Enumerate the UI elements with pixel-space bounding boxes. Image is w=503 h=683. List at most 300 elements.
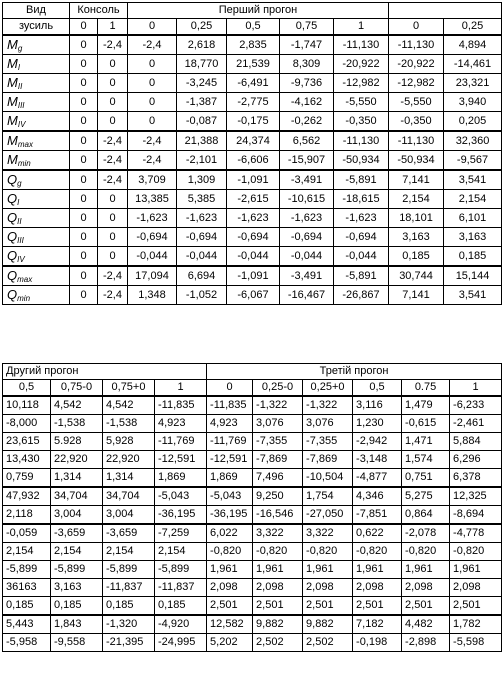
table-cell: -11,769 xyxy=(207,433,253,451)
table-cell: -1,623 xyxy=(280,209,334,228)
table-cell: 0 xyxy=(128,112,177,132)
row-label-sub: IV xyxy=(17,254,25,264)
header-col: 1 xyxy=(155,380,207,397)
row-label-sub: max xyxy=(17,139,33,149)
table-cell: 18,101 xyxy=(389,209,444,228)
table-cell: 0 xyxy=(98,190,128,209)
table-cell: -2,942 xyxy=(353,433,402,451)
table-cell: -12,982 xyxy=(389,74,444,93)
table-cell: 1,961 xyxy=(303,561,353,579)
table-cell: -3,659 xyxy=(51,524,103,543)
row-label xyxy=(3,112,70,132)
header-col: 1 xyxy=(450,380,502,397)
table-cell: -11,130 xyxy=(389,131,444,151)
table-cell: 0 xyxy=(70,266,98,286)
table-row xyxy=(3,579,502,597)
table-cell: 4,894 xyxy=(444,35,502,55)
table-cell: 22,920 xyxy=(51,451,103,469)
header-empty xyxy=(389,3,502,19)
table-cell: 3,541 xyxy=(444,286,502,305)
table-cell: 2,501 xyxy=(207,597,253,616)
table-cell: 5,884 xyxy=(450,433,502,451)
row-label xyxy=(3,74,70,93)
table-cell: 0 xyxy=(70,93,98,112)
table-cell: 0 xyxy=(98,55,128,74)
table-cell: -6,233 xyxy=(450,396,502,415)
table-cell: 18,770 xyxy=(177,55,227,74)
table-cell: -1,387 xyxy=(177,93,227,112)
row-label xyxy=(3,209,70,228)
table-cell: 8,309 xyxy=(280,55,334,74)
table-cell: -11,130 xyxy=(334,35,389,55)
table-cell: 0,185 xyxy=(103,597,155,616)
table-cell: -11,769 xyxy=(155,433,207,451)
table-cell: 10,118 xyxy=(3,396,51,415)
table-cell: -1,320 xyxy=(103,615,155,634)
table-cell: -0,694 xyxy=(128,228,177,247)
table-cell: -7,869 xyxy=(303,451,353,469)
table-cell: 2,154 xyxy=(103,543,155,561)
row-label xyxy=(3,93,70,112)
table-cell: -24,995 xyxy=(155,634,207,652)
row-label-sub: g xyxy=(17,43,23,53)
table-cell: -8,694 xyxy=(450,506,502,525)
table-cell: 5,928 xyxy=(103,433,155,451)
row-label-sub: I xyxy=(17,197,20,207)
table-cell: 1,479 xyxy=(402,396,450,415)
header-col: 0,75 xyxy=(280,19,334,36)
row-label-main: Q xyxy=(7,247,18,263)
table-cell: -2,4 xyxy=(128,151,177,171)
header-row-1 xyxy=(3,364,502,380)
table-row xyxy=(3,561,502,579)
table-cell: 9,882 xyxy=(303,615,353,634)
table-cell: 5,275 xyxy=(402,487,450,506)
table-cell: -5,899 xyxy=(3,561,51,579)
table-cell: 0 xyxy=(98,74,128,93)
header-pershyi-progon: Перший прогон xyxy=(128,3,389,19)
table-cell: 1,961 xyxy=(402,561,450,579)
table-cell: 1,574 xyxy=(402,451,450,469)
table-cell: 1,754 xyxy=(303,487,353,506)
table-cell: -0,820 xyxy=(207,543,253,561)
table-cell: 2,501 xyxy=(353,597,402,616)
table-cell: -0,694 xyxy=(334,228,389,247)
row-label-sub: min xyxy=(17,293,31,303)
table-cell: 6,562 xyxy=(280,131,334,151)
table-cell: -5,899 xyxy=(155,561,207,579)
table-cell: 21,388 xyxy=(177,131,227,151)
table-cell: -5,550 xyxy=(334,93,389,112)
table-cell: 1,961 xyxy=(253,561,303,579)
table-cell: 3,163 xyxy=(389,228,444,247)
table-cell: 1,869 xyxy=(155,469,207,488)
table-cell: -0,820 xyxy=(303,543,353,561)
row-label-main: Q xyxy=(7,209,18,225)
table-cell: -5,899 xyxy=(51,561,103,579)
row-label-sub: III xyxy=(17,100,25,110)
table-cell: 2,501 xyxy=(402,597,450,616)
table-cell: -0,820 xyxy=(450,543,502,561)
table-cell: -2,4 xyxy=(98,286,128,305)
table-cell: -1,623 xyxy=(227,209,280,228)
header-col: 0,75-0 xyxy=(51,380,103,397)
header-col: 0,75+0 xyxy=(103,380,155,397)
table-cell: -7,355 xyxy=(303,433,353,451)
table-cell: 17,094 xyxy=(128,266,177,286)
header-col: 0 xyxy=(70,19,98,36)
table-cell: 0,185 xyxy=(444,247,502,267)
row-label-sub: max xyxy=(17,274,33,284)
table-row xyxy=(3,190,502,209)
header-col: 0,5 xyxy=(227,19,280,36)
table-cell: -14,461 xyxy=(444,55,502,74)
table-cell: 4,923 xyxy=(155,415,207,433)
table-cell: -2,4 xyxy=(98,266,128,286)
table-cell: 0 xyxy=(70,151,98,171)
table-cell: -18,615 xyxy=(334,190,389,209)
table-cell: 2,098 xyxy=(402,579,450,597)
table-cell: -36,195 xyxy=(155,506,207,525)
table-cell: 2,154 xyxy=(155,543,207,561)
row-label xyxy=(3,266,70,286)
table-cell: 0 xyxy=(70,112,98,132)
table-cell: -8,000 xyxy=(3,415,51,433)
table-cell: -5,043 xyxy=(207,487,253,506)
table-cell: 23,321 xyxy=(444,74,502,93)
table-cell: -9,567 xyxy=(444,151,502,171)
header-row-1 xyxy=(3,3,502,19)
header-row-2 xyxy=(3,380,502,397)
table-cell: -1,091 xyxy=(227,266,280,286)
table-cell: 2,154 xyxy=(444,190,502,209)
table-cell: -0,262 xyxy=(280,112,334,132)
table-cell: -2,775 xyxy=(227,93,280,112)
header-tretii-progon: Третій прогон xyxy=(207,364,502,380)
table-cell: 7,496 xyxy=(253,469,303,488)
table-cell: 0 xyxy=(70,35,98,55)
table-cell: 3,163 xyxy=(51,579,103,597)
header-col: 0 xyxy=(207,380,253,397)
table-row xyxy=(3,151,502,171)
row-label xyxy=(3,228,70,247)
header-col: 0.75 xyxy=(402,380,450,397)
row-label-main: M xyxy=(7,151,18,167)
table-cell: 2,502 xyxy=(253,634,303,652)
table-cell: -6,067 xyxy=(227,286,280,305)
header-col: 0,5 xyxy=(353,380,402,397)
table-cell: 0 xyxy=(70,170,98,190)
header-col: 0,5 xyxy=(3,380,51,397)
table-cell: -1,538 xyxy=(103,415,155,433)
table-cell: -3,148 xyxy=(353,451,402,469)
table-cell: -0,694 xyxy=(227,228,280,247)
table-cell: 3,004 xyxy=(103,506,155,525)
table-cell: -2,4 xyxy=(98,35,128,55)
header-col: 0,25 xyxy=(177,19,227,36)
table-cell: 0,185 xyxy=(389,247,444,267)
table-cell: 5,385 xyxy=(177,190,227,209)
table-cell: 2,501 xyxy=(303,597,353,616)
table-cell: 2,501 xyxy=(253,597,303,616)
table-cell: 3,940 xyxy=(444,93,502,112)
table-cell: -3,491 xyxy=(280,266,334,286)
table-row xyxy=(3,247,502,267)
table-cell: 21,539 xyxy=(227,55,280,74)
header-zusyl: зусиль xyxy=(3,19,70,36)
table-cell: -4,162 xyxy=(280,93,334,112)
table-cell: 2,098 xyxy=(353,579,402,597)
table-cell: -11,837 xyxy=(155,579,207,597)
table-cell: -2,615 xyxy=(227,190,280,209)
table-cell: 1,309 xyxy=(177,170,227,190)
table-cell: 0 xyxy=(98,209,128,228)
table-cell: 2,501 xyxy=(450,597,502,616)
table-row xyxy=(3,543,502,561)
table-cell: 0 xyxy=(70,131,98,151)
table-cell: -0,044 xyxy=(280,247,334,267)
table-cell: 2,098 xyxy=(450,579,502,597)
table-cell: -2,4 xyxy=(98,151,128,171)
table-cell: -4,778 xyxy=(450,524,502,543)
table-cell: 6,022 xyxy=(207,524,253,543)
row-label-main: Q xyxy=(7,228,18,244)
table-cell: 9,882 xyxy=(253,615,303,634)
table-cell: -5,891 xyxy=(334,170,389,190)
row-label-main: M xyxy=(7,93,18,109)
table-row xyxy=(3,415,502,433)
row-label-main: Q xyxy=(7,267,18,283)
table-cell: 34,704 xyxy=(51,487,103,506)
table-cell: 1,961 xyxy=(450,561,502,579)
table-cell: -7,259 xyxy=(155,524,207,543)
table-cell: -20,922 xyxy=(334,55,389,74)
table-cell: 0 xyxy=(98,247,128,267)
header-col: 0,25+0 xyxy=(303,380,353,397)
row-label-main: M xyxy=(7,112,18,128)
table-cell: -27,050 xyxy=(303,506,353,525)
table-cell: 0,864 xyxy=(402,506,450,525)
table-cell: -12,591 xyxy=(155,451,207,469)
table-cell: 23,615 xyxy=(3,433,51,451)
table-row xyxy=(3,286,502,305)
table-row xyxy=(3,451,502,469)
table-cell: -0,044 xyxy=(177,247,227,267)
table-cell: 9,250 xyxy=(253,487,303,506)
table-row xyxy=(3,634,502,652)
table-cell: -9,558 xyxy=(51,634,103,652)
table-cell: -36,195 xyxy=(207,506,253,525)
table-cell: 13,430 xyxy=(3,451,51,469)
row-label-main: M xyxy=(7,36,18,52)
table-cell: 0,751 xyxy=(402,469,450,488)
table-cell: -3,245 xyxy=(177,74,227,93)
table-cell: -2,078 xyxy=(402,524,450,543)
table-cell: 3,709 xyxy=(128,170,177,190)
table-cell: 3,076 xyxy=(303,415,353,433)
forces-table-part1 xyxy=(2,2,502,305)
table-cell: 1,230 xyxy=(353,415,402,433)
table-cell: 1,782 xyxy=(450,615,502,634)
table-cell: -2,4 xyxy=(98,170,128,190)
table-cell: -1,623 xyxy=(334,209,389,228)
table-cell: -5,899 xyxy=(103,561,155,579)
row-label-main: Q xyxy=(7,171,18,187)
table-row xyxy=(3,55,502,74)
row-label xyxy=(3,247,70,267)
table-cell: -5,891 xyxy=(334,266,389,286)
table-cell: 6,378 xyxy=(450,469,502,488)
table-cell: 4,482 xyxy=(402,615,450,634)
table-cell: 1,843 xyxy=(51,615,103,634)
row-label-main: M xyxy=(7,55,18,71)
header-col: 0,25 xyxy=(444,19,502,36)
table-cell: -1,322 xyxy=(303,396,353,415)
header-col: 1 xyxy=(98,19,128,36)
table-cell: 0 xyxy=(98,112,128,132)
table-cell: -10,504 xyxy=(303,469,353,488)
table-cell: -2,4 xyxy=(128,131,177,151)
table-cell: -2,461 xyxy=(450,415,502,433)
table-cell: -1,538 xyxy=(51,415,103,433)
table-cell: 22,920 xyxy=(103,451,155,469)
table-cell: 2,118 xyxy=(3,506,51,525)
table-cell: 7,141 xyxy=(389,170,444,190)
table-cell: 3,076 xyxy=(253,415,303,433)
table-cell: 1,961 xyxy=(207,561,253,579)
header-col: 1 xyxy=(334,19,389,36)
table-row xyxy=(3,487,502,506)
table-cell: 4,542 xyxy=(103,396,155,415)
row-label-sub: III xyxy=(17,235,24,245)
table-cell: 0 xyxy=(70,190,98,209)
table-cell: 2,502 xyxy=(303,634,353,652)
table-row xyxy=(3,74,502,93)
table-cell: -0,044 xyxy=(334,247,389,267)
table-cell: 4,923 xyxy=(207,415,253,433)
table-cell: -1,322 xyxy=(253,396,303,415)
table-cell: 3,116 xyxy=(353,396,402,415)
header-col: 0 xyxy=(389,19,444,36)
table-cell: -2,101 xyxy=(177,151,227,171)
forces-table-part2 xyxy=(2,363,502,652)
table-cell: 1,348 xyxy=(128,286,177,305)
table-cell: 15,144 xyxy=(444,266,502,286)
table-cell: 0 xyxy=(70,74,98,93)
table-cell: 0,185 xyxy=(51,597,103,616)
table-cell: 4,346 xyxy=(353,487,402,506)
table-cell: -11,835 xyxy=(155,396,207,415)
table-cell: -1,091 xyxy=(227,170,280,190)
table-cell: 4,542 xyxy=(51,396,103,415)
table-cell: -5,043 xyxy=(155,487,207,506)
row-label-sub: I xyxy=(17,62,21,72)
table-row xyxy=(3,228,502,247)
table-cell: -0,175 xyxy=(227,112,280,132)
table-row xyxy=(3,597,502,616)
table-cell: 2,098 xyxy=(207,579,253,597)
table-cell: 0 xyxy=(98,228,128,247)
table-row xyxy=(3,433,502,451)
table-row xyxy=(3,131,502,151)
table-cell: -7,869 xyxy=(253,451,303,469)
table-cell: 0 xyxy=(98,93,128,112)
table-cell: 3,163 xyxy=(444,228,502,247)
table-cell: 32,360 xyxy=(444,131,502,151)
row-label xyxy=(3,55,70,74)
table-cell: -0,087 xyxy=(177,112,227,132)
table-cell: -3,491 xyxy=(280,170,334,190)
table-cell: 24,374 xyxy=(227,131,280,151)
row-label-main: Q xyxy=(7,286,18,302)
row-label-sub: IV xyxy=(17,119,26,129)
row-label-sub: min xyxy=(17,158,31,168)
table-row xyxy=(3,524,502,543)
table-cell: -21,395 xyxy=(103,634,155,652)
table-row xyxy=(3,266,502,286)
table-cell: 0 xyxy=(70,228,98,247)
table-cell: -4,877 xyxy=(353,469,402,488)
table-cell: -16,546 xyxy=(253,506,303,525)
table-cell: -2,4 xyxy=(98,131,128,151)
table-cell: 6,101 xyxy=(444,209,502,228)
table-cell: 7,141 xyxy=(389,286,444,305)
table-cell: 2,618 xyxy=(177,35,227,55)
table-cell: -50,934 xyxy=(389,151,444,171)
table-cell: -0,350 xyxy=(389,112,444,132)
table-cell: 6,694 xyxy=(177,266,227,286)
table-cell: -4,920 xyxy=(155,615,207,634)
row-label xyxy=(3,170,70,190)
table-cell: -0,059 xyxy=(3,524,51,543)
table-cell: 0,205 xyxy=(444,112,502,132)
table-cell: 47,932 xyxy=(3,487,51,506)
row-label-sub: II xyxy=(17,216,22,226)
header-col: 0 xyxy=(128,19,177,36)
table-cell: 2,154 xyxy=(3,543,51,561)
table-cell: 3,004 xyxy=(51,506,103,525)
table-cell: -1,623 xyxy=(128,209,177,228)
table-cell: 34,704 xyxy=(103,487,155,506)
table-cell: -1,747 xyxy=(280,35,334,55)
table-cell: 0 xyxy=(70,247,98,267)
table-row xyxy=(3,93,502,112)
table-cell: -6,491 xyxy=(227,74,280,93)
table-cell: 1,869 xyxy=(207,469,253,488)
table-row xyxy=(3,209,502,228)
row-label xyxy=(3,131,70,151)
table-cell: -5,550 xyxy=(389,93,444,112)
table-cell: -10,615 xyxy=(280,190,334,209)
table-cell: 0 xyxy=(128,74,177,93)
table-cell: -0,198 xyxy=(353,634,402,652)
table-cell: 36163 xyxy=(3,579,51,597)
table-cell: 1,961 xyxy=(353,561,402,579)
header-row-2 xyxy=(3,19,502,36)
row-label-main: M xyxy=(7,132,18,148)
table-cell: 3,322 xyxy=(253,524,303,543)
table-cell: 2,154 xyxy=(51,543,103,561)
table-row xyxy=(3,396,502,415)
table-cell: -6,606 xyxy=(227,151,280,171)
row-label-sub: II xyxy=(17,81,23,91)
table-cell: 3,322 xyxy=(303,524,353,543)
row-label xyxy=(3,190,70,209)
table-cell: -11,130 xyxy=(334,131,389,151)
table-cell: 13,385 xyxy=(128,190,177,209)
table-cell: -2,4 xyxy=(128,35,177,55)
table-cell: -5,598 xyxy=(450,634,502,652)
